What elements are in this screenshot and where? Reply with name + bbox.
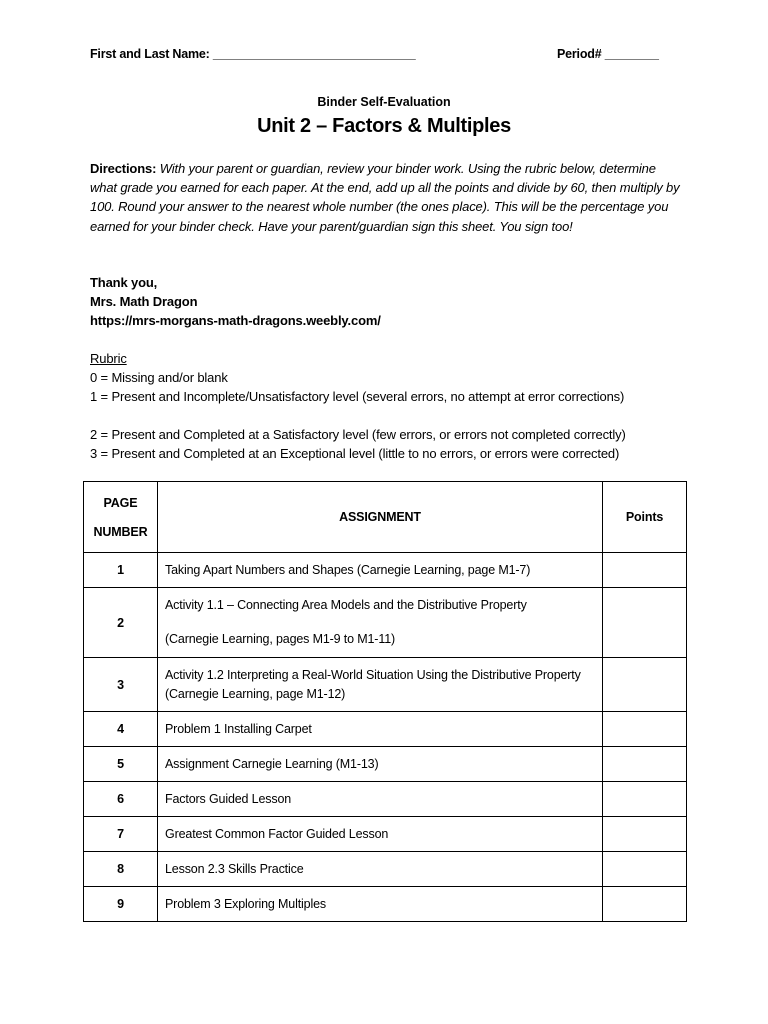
assignment-cell bbox=[158, 658, 603, 712]
rubric-heading: Rubric bbox=[90, 351, 127, 366]
signoff-thanks: Thank you, bbox=[90, 275, 158, 290]
table-row bbox=[84, 712, 687, 747]
page-number-cell: 8 bbox=[84, 852, 158, 887]
points-cell[interactable] bbox=[603, 712, 687, 747]
points-cell[interactable] bbox=[603, 588, 687, 658]
assignment-text: Problem 1 Installing Carpet bbox=[165, 721, 312, 736]
points-cell[interactable] bbox=[603, 553, 687, 588]
page-number-cell: 6 bbox=[84, 782, 158, 817]
table-row bbox=[84, 747, 687, 782]
period-field-label: Period# ________ bbox=[557, 47, 659, 61]
points-cell[interactable] bbox=[603, 887, 687, 922]
page-number-cell: 5 bbox=[84, 747, 158, 782]
name-field-label: First and Last Name: ______________________________ bbox=[90, 47, 416, 61]
rubric-line-3: 3 = Present and Completed at an Exceptional level (little to no errors, or errors were corrected) bbox=[90, 446, 620, 461]
col-number-label: NUMBER bbox=[93, 524, 148, 539]
page-title: Unit 2 – Factors & Multiples bbox=[257, 115, 511, 137]
assignment-text: Greatest Common Factor Guided Lesson bbox=[165, 826, 389, 841]
points-cell[interactable] bbox=[603, 658, 687, 712]
table-row bbox=[84, 658, 687, 712]
assignment-cell bbox=[158, 817, 603, 852]
assignment-text: Assignment Carnegie Learning (M1-13) bbox=[165, 756, 379, 771]
points-cell[interactable] bbox=[603, 852, 687, 887]
assignment-text: Activity 1.2 Interpreting a Real-World Situation Using the Distributive Property (Carnegie Learning, page M1-12) bbox=[165, 667, 581, 701]
assignment-text: Taking Apart Numbers and Shapes (Carnegie Learning, page M1-7) bbox=[165, 562, 531, 577]
rubric-line-1: 1 = Present and Incomplete/Unsatisfactory level (several errors, no attempt at error corrections) bbox=[90, 389, 625, 404]
table-row bbox=[84, 852, 687, 887]
assignment-cell bbox=[158, 747, 603, 782]
signoff-name: Mrs. Math Dragon bbox=[90, 294, 198, 309]
assignment-text-line2: (Carnegie Learning, pages M1-9 to M1-11) bbox=[165, 632, 396, 646]
table-header-row bbox=[84, 482, 687, 553]
table-row bbox=[84, 817, 687, 852]
page-number-cell: 4 bbox=[84, 712, 158, 747]
col-page-label: PAGE bbox=[103, 495, 138, 510]
signoff-url[interactable]: https://mrs-morgans-math-dragons.weebly.com/ bbox=[90, 313, 381, 328]
assignment-cell bbox=[158, 782, 603, 817]
assignment-text: Lesson 2.3 Skills Practice bbox=[165, 861, 304, 876]
page-number-cell: 2 bbox=[84, 588, 158, 658]
assignment-cell bbox=[158, 712, 603, 747]
rubric-line-2: 2 = Present and Completed at a Satisfactory level (few errors, or errors not completed correctly) bbox=[90, 427, 626, 442]
points-cell[interactable] bbox=[603, 817, 687, 852]
assignment-cell bbox=[158, 852, 603, 887]
assignment-cell bbox=[158, 553, 603, 588]
table-row bbox=[84, 782, 687, 817]
assignment-text: Factors Guided Lesson bbox=[165, 791, 292, 806]
directions-label: Directions: bbox=[90, 161, 157, 176]
rubric-line-0: 0 = Missing and/or blank bbox=[90, 370, 228, 385]
col-assignment-header: ASSIGNMENT bbox=[158, 482, 603, 553]
page-number-cell: 7 bbox=[84, 817, 158, 852]
assignment-text: Problem 3 Exploring Multiples bbox=[165, 896, 327, 911]
directions-text: With your parent or guardian, review your binder work. Using the rubric below, determine what grade you earned for each paper. At the end, add up all the points and divide by 60, then multiply by 100. Round your answer to the nearest whole number (the ones place). This will be the percentage you earned for your binder check. Have your parent/guardian sign this sheet. You sign too! bbox=[90, 161, 680, 234]
table-row bbox=[84, 887, 687, 922]
page-subtitle: Binder Self-Evaluation bbox=[317, 95, 451, 109]
assignment-cell bbox=[158, 887, 603, 922]
binder-table bbox=[83, 481, 687, 922]
page-number-cell: 1 bbox=[84, 553, 158, 588]
table-row bbox=[84, 553, 687, 588]
assignment-cell bbox=[158, 588, 603, 658]
points-cell[interactable] bbox=[603, 782, 687, 817]
table-row bbox=[84, 588, 687, 658]
col-page-number-header bbox=[84, 482, 158, 553]
assignment-text: Activity 1.1 – Connecting Area Models and the Distributive Property bbox=[165, 598, 527, 612]
points-cell[interactable] bbox=[603, 747, 687, 782]
page-number-cell: 9 bbox=[84, 887, 158, 922]
col-points-header: Points bbox=[603, 482, 687, 553]
page-number-cell: 3 bbox=[84, 658, 158, 712]
directions-paragraph bbox=[90, 159, 680, 236]
